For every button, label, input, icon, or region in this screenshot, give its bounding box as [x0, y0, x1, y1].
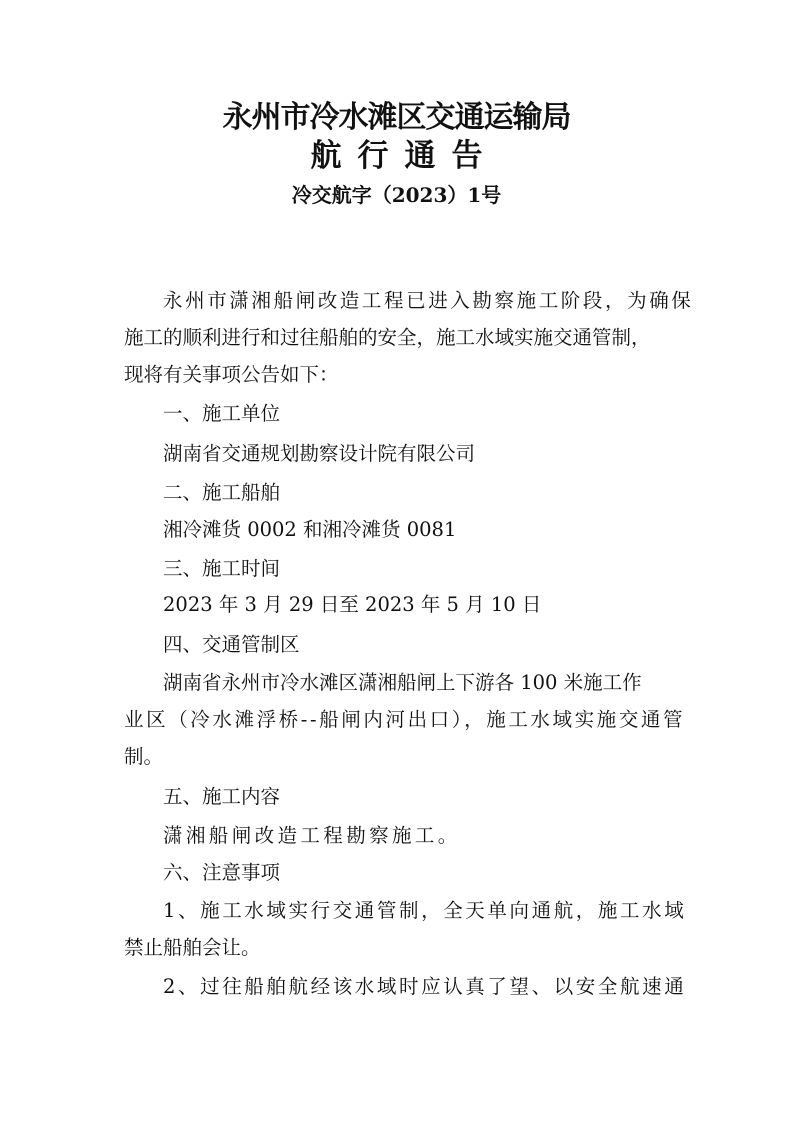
document-number: 冷交航字（2023）1号 — [291, 183, 502, 207]
paragraph-line: 现将有关事项公告如下： — [124, 363, 339, 386]
paragraph-line: 施工的顺利进行和过往船舶的安全，施工水域实施交通管制， — [124, 326, 651, 349]
section-heading: 一、施工单位 — [163, 402, 281, 425]
paragraph-line: 湖南省永州市冷水滩区潇湘船闸上下游各 100 米施工作 — [163, 671, 642, 694]
document-type-title: 航行通告 — [310, 138, 499, 174]
issuing-organization: 永州市冷水滩区交通运输局 — [222, 100, 571, 135]
paragraph-line: 2、过往船舶航经该水域时应认真了望、以安全航速通 — [163, 975, 687, 998]
paragraph-line: 业区（冷水滩浮桥--船闸内河出口），施工水域实施交通管 — [124, 708, 686, 731]
paragraph-line: 制。 — [124, 745, 164, 768]
section-heading: 五、施工内容 — [163, 785, 281, 808]
paragraph-line: 潇湘船闸改造工程勘察施工。 — [163, 824, 461, 847]
section-heading: 四、交通管制区 — [163, 633, 300, 656]
paragraph-line: 1、施工水域实行交通管制，全天单向通航，施工水域 — [163, 899, 687, 922]
paragraph-line: 2023 年 3 月 29 日至 2023 年 5 月 10 日 — [163, 593, 542, 616]
paragraph-line: 禁止船舶会让。 — [124, 936, 261, 959]
section-heading: 二、施工船舶 — [163, 481, 281, 504]
paragraph-line: 湖南省交通规划勘察设计院有限公司 — [163, 442, 476, 465]
section-heading: 三、施工时间 — [163, 557, 281, 580]
paragraph-line: 永州市潇湘船闸改造工程已进入勘察施工阶段，为确保 — [163, 289, 694, 312]
paragraph-line: 湘冷滩货 0002 和湘冷滩货 0081 — [163, 518, 457, 541]
section-heading: 六、注意事项 — [163, 861, 281, 884]
